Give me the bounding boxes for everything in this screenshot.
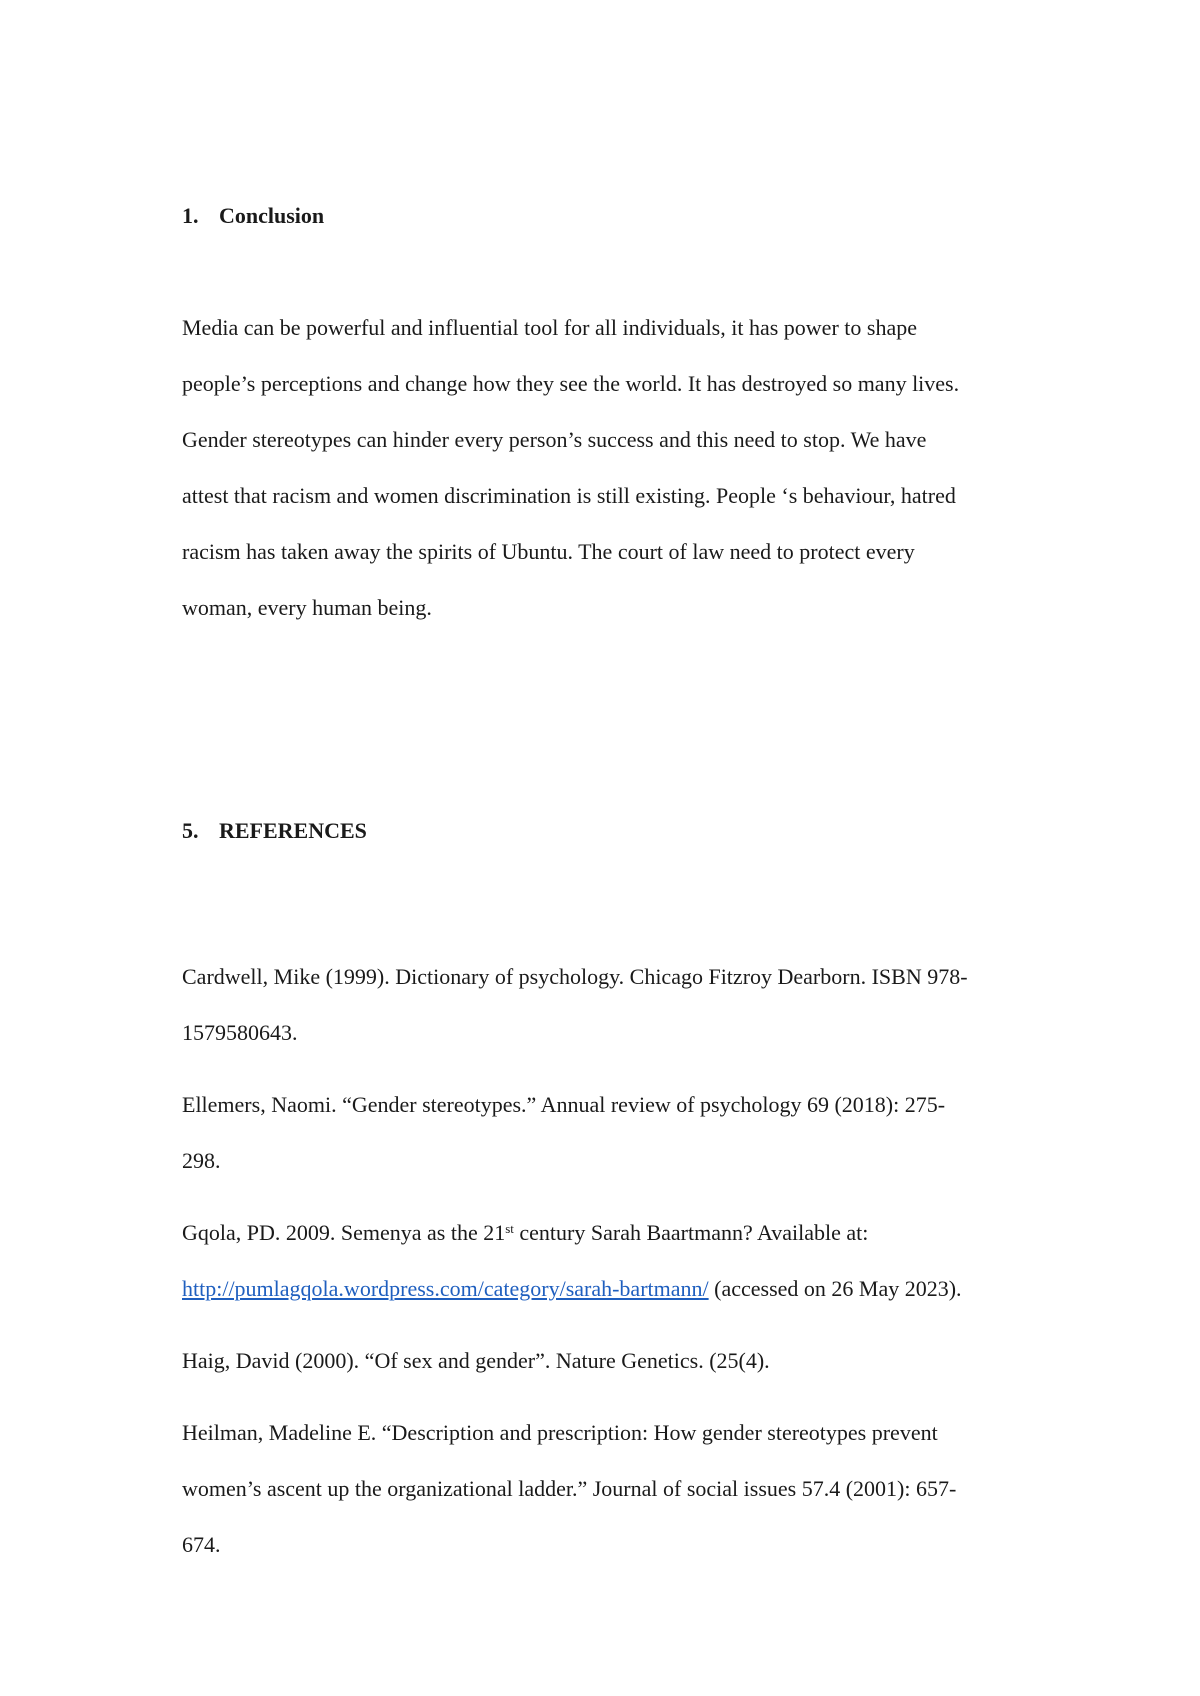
conclusion-line: Media can be powerful and influential tool for all individuals, it has power to shape: [182, 315, 917, 340]
reference-gqola-line2: [182, 1275, 962, 1303]
conclusion-line: racism has taken away the spirits of Ubuntu. The court of law need to protect every: [182, 539, 915, 564]
reference-url-link[interactable]: http://pumlagqola.wordpress.com/category/sarah-bartmann/: [182, 1276, 709, 1301]
section-title: REFERENCES: [219, 818, 367, 843]
conclusion-line: people’s perceptions and change how they see the world. It has destroyed so many lives.: [182, 371, 960, 396]
ordinal-superscript: st: [505, 1221, 514, 1236]
section-number: 5.: [182, 818, 199, 843]
reference-gqola-text: Gqola, PD. 2009. Semenya as the 21: [182, 1220, 506, 1245]
conclusion-heading: [182, 203, 324, 229]
section-title: Conclusion: [219, 203, 325, 228]
references-heading: [182, 818, 367, 844]
reference-gqola-line1: [182, 1219, 868, 1247]
reference-heilman-line1: Heilman, Madeline E. “Description and prescription: How gender stereotypes prevent: [182, 1420, 938, 1445]
reference-haig-line1: Haig, David (2000). “Of sex and gender”. Nature Genetics. (25(4).: [182, 1348, 770, 1373]
reference-ellemers-line2: 298.: [182, 1148, 221, 1173]
reference-cardwell-line1: Cardwell, Mike (1999). Dictionary of psychology. Chicago Fitzroy Dearborn. ISBN 978-: [182, 964, 968, 989]
reference-cardwell-line2: 1579580643.: [182, 1020, 298, 1045]
reference-gqola-text-cont: century Sarah Baartmann? Available at:: [513, 1220, 869, 1245]
conclusion-line: Gender stereotypes can hinder every person’s success and this need to stop. We have: [182, 427, 927, 452]
conclusion-line: woman, every human being.: [182, 595, 432, 620]
reference-heilman-line3: 674.: [182, 1532, 221, 1557]
reference-accessed-note: (accessed on 26 May 2023).: [708, 1276, 962, 1301]
reference-ellemers-line1: Ellemers, Naomi. “Gender stereotypes.” Annual review of psychology 69 (2018): 275-: [182, 1092, 946, 1117]
reference-heilman-line2: women’s ascent up the organizational ladder.” Journal of social issues 57.4 (2001): 657-: [182, 1476, 957, 1501]
conclusion-line: attest that racism and women discrimination is still existing. People ‘s behaviour, hatred: [182, 483, 956, 508]
section-number: 1.: [182, 203, 199, 228]
